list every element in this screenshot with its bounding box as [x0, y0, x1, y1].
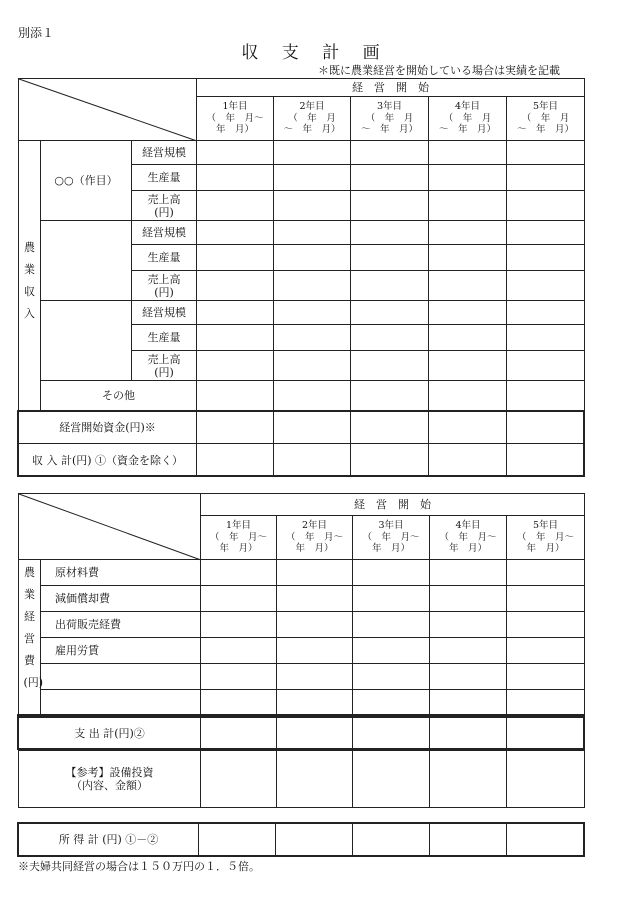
cell[interactable] [351, 165, 429, 191]
cell[interactable] [274, 325, 351, 351]
year-1-header: 1年目 （ 年 月～ 年 月） [197, 97, 274, 141]
cell[interactable] [197, 245, 274, 271]
cell[interactable] [429, 381, 507, 411]
cell[interactable] [274, 245, 351, 271]
cell[interactable] [507, 141, 585, 165]
cell[interactable] [507, 191, 585, 221]
sales-label: 売上高 (円) [132, 271, 197, 301]
crop-3-label[interactable] [41, 301, 132, 381]
diagonal-line [19, 494, 201, 560]
cell[interactable] [430, 824, 507, 856]
farm-income-category: 農業収入 [19, 141, 41, 411]
cell[interactable] [353, 690, 430, 717]
cell[interactable] [430, 717, 507, 750]
cell[interactable] [429, 301, 507, 325]
production-label: 生産量 [132, 325, 197, 351]
sales-label: 売上高 (円) [132, 191, 197, 221]
cell[interactable] [429, 271, 507, 301]
cell[interactable] [201, 690, 277, 717]
footnote: ※夫婦共同経営の場合は１５０万円の１．５倍。 [18, 860, 260, 873]
cell[interactable] [201, 664, 277, 690]
cell[interactable] [430, 586, 507, 612]
cell[interactable] [507, 271, 585, 301]
year-3-header: 3年目 （ 年 月 ～ 年 月） [351, 97, 429, 141]
cell[interactable] [429, 325, 507, 351]
cell[interactable] [351, 245, 429, 271]
cell[interactable] [507, 351, 585, 381]
cell[interactable] [430, 664, 507, 690]
business-start-header: 経 営 開 始 [197, 79, 585, 97]
cell[interactable] [197, 191, 274, 221]
scale-label: 経営規模 [132, 141, 197, 165]
cell[interactable] [274, 444, 351, 477]
cell[interactable] [197, 411, 274, 444]
cell[interactable] [201, 717, 277, 750]
cell[interactable] [274, 141, 351, 165]
cell[interactable] [429, 141, 507, 165]
cell[interactable] [507, 612, 585, 638]
cell[interactable] [201, 586, 277, 612]
year-2-header: 2年目 （ 年 月 ～ 年 月） [274, 97, 351, 141]
annex-label: 別添１ [18, 26, 55, 40]
sales-label: 売上高 (円) [132, 351, 197, 381]
labor-cost-label: 雇用労賃 [41, 638, 201, 664]
cell[interactable] [429, 245, 507, 271]
cell[interactable] [430, 560, 507, 586]
cell[interactable] [351, 301, 429, 325]
cell[interactable] [277, 690, 353, 717]
cell[interactable] [430, 612, 507, 638]
cell[interactable] [277, 750, 353, 808]
year-2-header: 2年目 （ 年 月～ 年 月） [277, 516, 353, 560]
cell[interactable] [429, 411, 507, 444]
cell[interactable] [507, 690, 585, 717]
cell[interactable] [277, 586, 353, 612]
cell[interactable] [351, 411, 429, 444]
blank-expense-item[interactable] [41, 664, 201, 690]
depreciation-label: 減価償却費 [41, 586, 201, 612]
cell[interactable] [197, 165, 274, 191]
blank-expense-item[interactable] [41, 690, 201, 717]
cell[interactable] [201, 612, 277, 638]
net-income-label: 所 得 計 (円) ①－② [19, 824, 199, 856]
cell[interactable] [353, 612, 430, 638]
cell[interactable] [507, 444, 585, 477]
cell[interactable] [353, 664, 430, 690]
cell[interactable] [430, 638, 507, 664]
cell[interactable] [507, 717, 585, 750]
year-4-header: 4年目 （ 年 月～ 年 月） [430, 516, 507, 560]
cell[interactable] [353, 586, 430, 612]
cell[interactable] [429, 191, 507, 221]
cell[interactable] [507, 750, 585, 808]
cell[interactable] [351, 141, 429, 165]
cell[interactable] [353, 717, 430, 750]
other-income-label: その他 [41, 381, 197, 411]
production-label: 生産量 [132, 245, 197, 271]
cell[interactable] [274, 301, 351, 325]
crop-2-label[interactable] [41, 221, 132, 301]
scale-label: 経営規模 [132, 301, 197, 325]
cell[interactable] [199, 824, 276, 856]
cell[interactable] [430, 690, 507, 717]
cell[interactable] [429, 221, 507, 245]
diagonal-line [19, 79, 197, 141]
header-diagonal-cell [19, 79, 197, 141]
capex-reference-label: 【参考】設備投資 （内容、金額） [19, 750, 201, 808]
year-5-header: 5年目 （ 年 月～ 年 月） [507, 516, 585, 560]
cell[interactable] [274, 191, 351, 221]
cell[interactable] [507, 165, 585, 191]
cell[interactable] [201, 750, 277, 808]
cell[interactable] [197, 444, 274, 477]
cell[interactable] [507, 221, 585, 245]
cell[interactable] [197, 141, 274, 165]
expense-total-label: 支 出 計(円)② [19, 717, 201, 750]
cell[interactable] [507, 560, 585, 586]
cell[interactable] [351, 191, 429, 221]
scale-label: 経営規模 [132, 221, 197, 245]
cell[interactable] [353, 560, 430, 586]
cell[interactable] [274, 411, 351, 444]
cell[interactable] [429, 444, 507, 477]
cell[interactable] [197, 301, 274, 325]
year-4-header: 4年目 （ 年 月 ～ 年 月） [429, 97, 507, 141]
cell[interactable] [277, 664, 353, 690]
cell[interactable] [507, 638, 585, 664]
cell[interactable] [276, 824, 353, 856]
cell[interactable] [507, 301, 585, 325]
crop-1-label: ○○（作目） [41, 141, 132, 221]
header-note: ＊既に農業経営を開始している場合は実績を記載 [318, 64, 560, 77]
cell[interactable] [351, 325, 429, 351]
cell[interactable] [351, 221, 429, 245]
cell[interactable] [351, 444, 429, 477]
year-1-header: 1年目 （ 年 月～ 年 月） [201, 516, 277, 560]
cell[interactable] [351, 351, 429, 381]
shipping-sales-label: 出荷販売経費 [41, 612, 201, 638]
cell[interactable] [507, 381, 585, 411]
cell[interactable] [507, 245, 585, 271]
expense-table [18, 493, 585, 808]
raw-materials-label: 原材料費 [41, 560, 201, 586]
cell[interactable] [201, 560, 277, 586]
cell[interactable] [429, 351, 507, 381]
cell[interactable] [197, 351, 274, 381]
cell[interactable] [277, 560, 353, 586]
cell[interactable] [507, 411, 585, 444]
page-title: 収 支 計 画 [241, 43, 389, 63]
income-table [18, 78, 585, 477]
year-3-header: 3年目 （ 年 月～ 年 月） [353, 516, 430, 560]
cell[interactable] [430, 750, 507, 808]
cell[interactable] [274, 271, 351, 301]
year-5-header: 5年目 （ 年 月 ～ 年 月） [507, 97, 585, 141]
business-start-header: 経 営 開 始 [201, 494, 585, 516]
cell[interactable] [353, 750, 430, 808]
cell[interactable] [351, 271, 429, 301]
production-label: 生産量 [132, 165, 197, 191]
cell[interactable] [507, 325, 585, 351]
cell[interactable] [197, 325, 274, 351]
cell[interactable] [197, 221, 274, 245]
cell[interactable] [201, 638, 277, 664]
farm-expense-category: 農業経営費(円) [19, 560, 41, 717]
cell[interactable] [277, 717, 353, 750]
cell[interactable] [351, 381, 429, 411]
cell[interactable] [429, 165, 507, 191]
start-fund-label: 経営開始資金(円)※ [19, 411, 197, 444]
cell[interactable] [353, 824, 430, 856]
cell[interactable] [507, 586, 585, 612]
cell[interactable] [507, 664, 585, 690]
cell[interactable] [274, 351, 351, 381]
cell[interactable] [274, 381, 351, 411]
net-income-table [18, 823, 585, 856]
cell[interactable] [274, 165, 351, 191]
cell[interactable] [277, 638, 353, 664]
cell[interactable] [353, 638, 430, 664]
cell[interactable] [197, 271, 274, 301]
cell[interactable] [507, 824, 585, 856]
cell[interactable] [274, 221, 351, 245]
cell[interactable] [277, 612, 353, 638]
income-total-label: 収 入 計(円) ①（資金を除く） [19, 444, 197, 477]
cell[interactable] [197, 381, 274, 411]
header-diagonal-cell [19, 494, 201, 560]
